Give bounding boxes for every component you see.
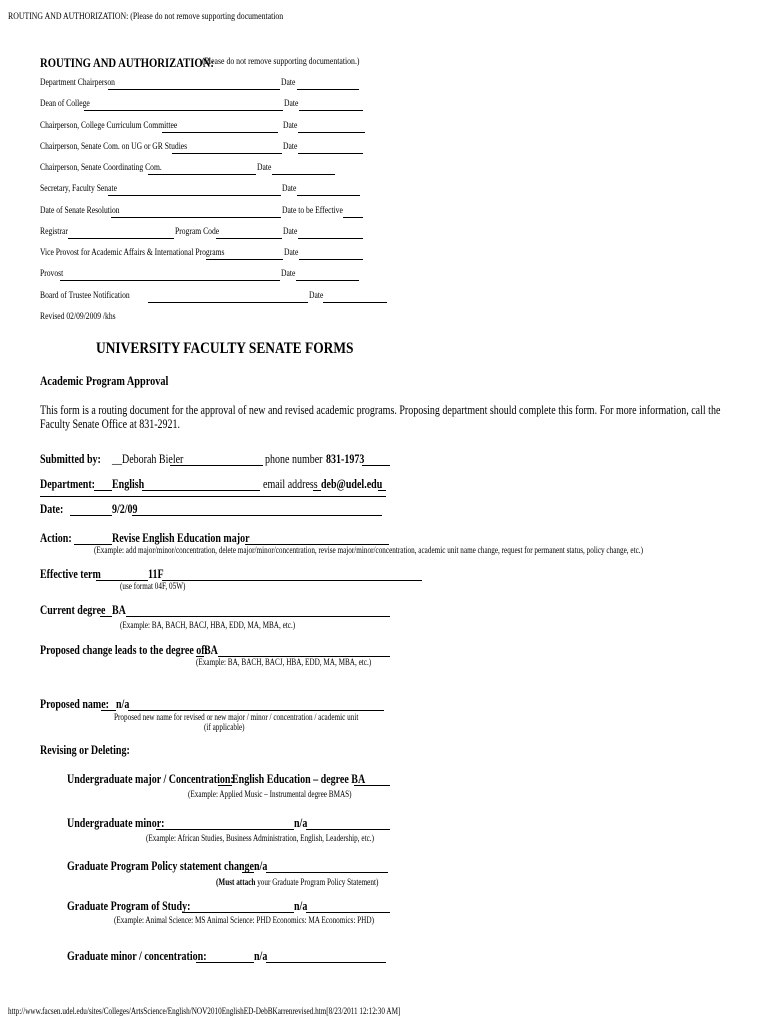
signature-line[interactable]	[172, 153, 282, 154]
routing-row-senate-coordinating: Chairperson, Senate Coordinating Com.	[40, 163, 162, 173]
routing-row-department-chair: Department Chairperson	[40, 78, 115, 88]
proposed-change-example: (Example: BA, BACH, BACJ, HBA, EDD, MA, MBA, etc.)	[196, 657, 372, 667]
signature-line[interactable]	[206, 259, 283, 260]
email-pre-line	[313, 490, 321, 491]
print-header: ROUTING AND AUTHORIZATION: (Please do not remove supporting documentation	[8, 12, 284, 22]
date-line[interactable]	[299, 110, 363, 111]
signature-line[interactable]	[108, 89, 280, 90]
email-value[interactable]: deb@udel.edu	[321, 477, 383, 491]
proposed-name-line	[128, 710, 384, 711]
signature-line[interactable]	[60, 280, 280, 281]
current-degree-label: Current degree	[40, 603, 106, 617]
signature-line[interactable]	[84, 110, 283, 111]
date-label: Date	[283, 227, 298, 237]
effective-term-value[interactable]: 11F	[148, 567, 164, 581]
signature-line[interactable]	[162, 132, 278, 133]
department-line	[142, 490, 260, 491]
grad-study-example: (Example: Animal Science: MS Animal Science: PHD Economics: MA Economics: PHD)	[114, 915, 374, 925]
date-line[interactable]	[343, 217, 363, 218]
routing-note: (Please do not remove supporting documentation.)	[202, 57, 360, 67]
phone-value[interactable]: 831-1973	[326, 452, 365, 466]
date-line	[132, 515, 382, 516]
date-label: Date	[281, 78, 296, 88]
email-label: email address	[263, 477, 318, 491]
date-line[interactable]	[323, 302, 387, 303]
date-label: Date	[284, 248, 299, 258]
proposed-name-value[interactable]: n/a	[116, 697, 130, 711]
current-degree-value[interactable]: BA	[112, 603, 126, 617]
signature-line[interactable]	[68, 238, 174, 239]
routing-row-vice-provost: Vice Provost for Academic Affairs & International Programs	[40, 248, 225, 258]
action-example: (Example: add major/minor/concentration, delete major/minor/concentration, revise major/minor/concentration, academic unit name change, request for permanent status, policy change, etc.)	[94, 545, 643, 555]
ug-minor-label: Undergraduate minor:	[67, 816, 165, 830]
phone-line	[362, 465, 390, 466]
revised-note: Revised 02/09/2009 /khs	[40, 312, 116, 322]
date-label: Date	[283, 142, 298, 152]
department-pre-line	[94, 490, 112, 491]
divider-line	[40, 496, 386, 497]
routing-row-senate-ug-gr: Chairperson, Senate Com. on UG or GR Studies	[40, 142, 188, 152]
date-line[interactable]	[298, 238, 363, 239]
ug-major-value[interactable]: English Education – degree BA	[232, 772, 366, 786]
department-value[interactable]: English	[112, 477, 145, 491]
form-title: UNIVERSITY FACULTY SENATE FORMS	[96, 340, 354, 357]
program-code-line[interactable]	[216, 238, 282, 239]
date-label: Date	[282, 184, 297, 194]
proposed-name-label: Proposed name:	[40, 697, 109, 711]
current-degree-line	[126, 616, 390, 617]
phone-label: phone number	[265, 452, 323, 466]
date-value[interactable]: 9/2/09	[112, 502, 138, 516]
ug-major-example: (Example: Applied Music – Instrumental degree BMAS)	[188, 789, 352, 799]
date-line[interactable]	[299, 259, 363, 260]
date-line[interactable]	[297, 195, 360, 196]
grad-minor-pre-line	[196, 962, 254, 963]
ug-minor-value[interactable]: n/a	[294, 816, 308, 830]
action-value[interactable]: Revise English Education major	[112, 531, 250, 545]
ug-minor-pre-line	[156, 829, 294, 830]
submitted-by-value[interactable]: __Deborah Bieler	[112, 452, 184, 466]
email-post-line	[378, 490, 386, 491]
signature-line[interactable]	[148, 302, 308, 303]
proposed-change-label: Proposed change leads to the degree of:	[40, 643, 208, 657]
effective-term-label: Effective term	[40, 567, 101, 581]
date-line[interactable]	[298, 132, 365, 133]
date-line[interactable]	[272, 174, 335, 175]
grad-minor-line	[266, 962, 386, 963]
grad-study-label: Graduate Program of Study:	[67, 899, 191, 913]
revising-label: Revising or Deleting:	[40, 743, 130, 757]
ug-minor-example: (Example: African Studies, Business Administration, English, Leadership, etc.)	[146, 833, 374, 843]
submitted-by-line	[170, 465, 263, 466]
date-label: Date	[283, 121, 298, 131]
footer-url: http://www.facsen.udel.edu/sites/Colleges/ArtsScience/English/NOV2010EnglishED-DebBKarrenrevised.htm[8/23/2011 12:12:30 AM]	[8, 1006, 401, 1016]
routing-row-registrar: Registrar	[40, 227, 68, 237]
grad-minor-label: Graduate minor / concentration:	[67, 949, 207, 963]
date-label: Date	[284, 99, 299, 109]
date-line[interactable]	[298, 153, 363, 154]
grad-policy-pre-line	[242, 872, 254, 873]
form-subtitle: Academic Program Approval	[40, 374, 169, 388]
date-pre-line	[70, 515, 112, 516]
date-label: Date	[309, 291, 324, 301]
proposed-name-hint-2: (if applicable)	[204, 722, 245, 732]
ug-major-line	[354, 785, 390, 786]
grad-policy-note: (Must attach your Graduate Program Policy Statement)	[216, 877, 379, 887]
date-line[interactable]	[297, 89, 359, 90]
action-label: Action:	[40, 531, 72, 545]
date-effective-label: Date to be Effective	[282, 206, 343, 216]
intro-paragraph: This form is a routing document for the approval of new and revised academic programs. Proposing department should complete this form. For more information, call the Faculty Senate Office at 831-2921.	[40, 403, 721, 431]
proposed-change-value[interactable]: BA	[204, 643, 218, 657]
effective-term-hint: (use format 04F, 05W)	[120, 581, 186, 591]
routing-row-college-curriculum: Chairperson, College Curriculum Committee	[40, 121, 178, 131]
date-line[interactable]	[296, 280, 359, 281]
grad-policy-line	[266, 872, 388, 873]
submitted-by-label: Submitted by:	[40, 452, 101, 466]
ug-minor-line	[306, 829, 390, 830]
proposed-name-pre-line	[101, 710, 116, 711]
program-code-label: Program Code	[175, 227, 220, 237]
submitted-by-row	[40, 452, 116, 467]
grad-minor-value[interactable]: n/a	[254, 949, 268, 963]
grad-study-line	[306, 912, 390, 913]
grad-study-pre-line	[182, 912, 294, 913]
signature-line[interactable]	[111, 217, 281, 218]
department-label: Department:	[40, 477, 95, 491]
routing-title: ROUTING AND AUTHORIZATION:	[40, 55, 214, 70]
date-label: Date	[281, 269, 296, 279]
signature-line[interactable]	[108, 195, 281, 196]
signature-line[interactable]	[148, 174, 256, 175]
grad-study-value[interactable]: n/a	[294, 899, 308, 913]
routing-row-board-of-trustees: Board of Trustee Notification	[40, 291, 130, 301]
current-degree-pre-line	[100, 616, 112, 617]
date-label: Date	[257, 163, 272, 173]
current-degree-example: (Example: BA, BACH, BACJ, HBA, EDD, MA, MBA, etc.)	[120, 620, 296, 630]
routing-row-provost: Provost	[40, 269, 64, 279]
ug-major-label: Undergraduate major / Concentration:	[67, 772, 234, 786]
date-label: Date:	[40, 502, 64, 516]
proposed-name-hint: Proposed new name for revised or new major / minor / concentration / academic unit	[114, 712, 359, 722]
routing-row-dean: Dean of College	[40, 99, 90, 109]
grad-policy-label: Graduate Program Policy statement change:	[67, 859, 258, 873]
routing-row-senate-resolution: Date of Senate Resolution	[40, 206, 120, 216]
grad-policy-value[interactable]: n/a	[254, 859, 268, 873]
ug-major-pre-line	[218, 785, 232, 786]
routing-row-faculty-senate-secretary: Secretary, Faculty Senate	[40, 184, 117, 194]
